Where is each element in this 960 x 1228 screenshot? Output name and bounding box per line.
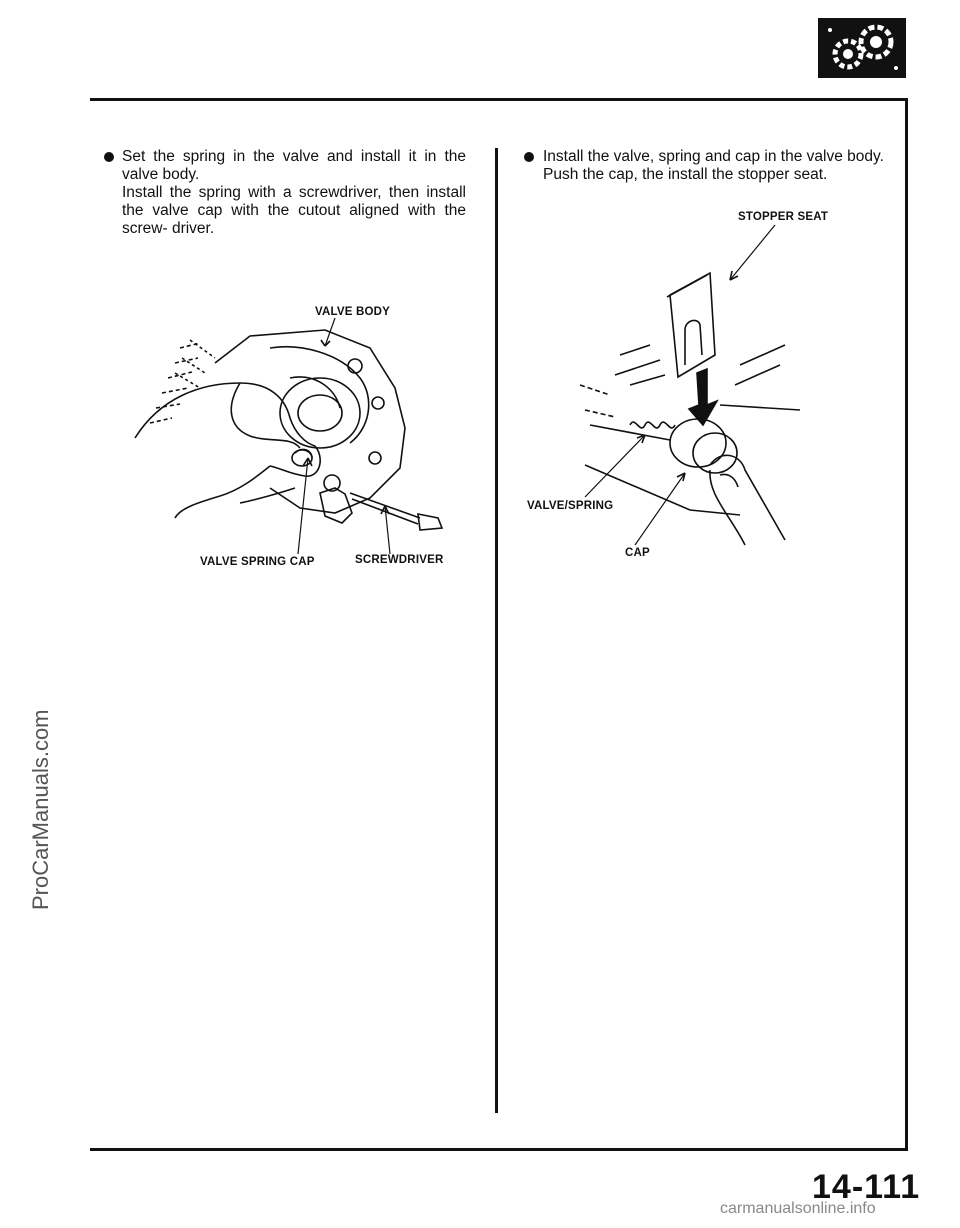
right-instruction — [543, 148, 888, 184]
transmission-gears-icon — [818, 18, 906, 78]
right-instruction-first: Install the valve, spring and cap in the valve body. — [543, 148, 884, 165]
label-valve-body: VALVE BODY — [315, 306, 391, 318]
valve-cap-illustration — [570, 225, 810, 555]
valve-body-illustration — [120, 318, 460, 558]
label-screwdriver: SCREWDRIVER — [355, 554, 444, 566]
left-instruction-first: Set the spring in the valve and install it in the valve body. — [122, 148, 466, 183]
right-instruction-rest: Push the cap, the install the stopper seat. — [543, 166, 828, 183]
bottom-rule — [90, 1148, 908, 1151]
column-divider — [495, 148, 498, 1113]
label-valve-spring: VALVE/SPRING — [527, 500, 614, 512]
bullet-icon — [524, 152, 534, 162]
label-stopper-seat: STOPPER SEAT — [738, 211, 829, 223]
label-cap: CAP — [625, 547, 650, 559]
footer-watermark: carmanualsonline.info — [720, 1200, 876, 1217]
page-number: 14-111 — [812, 1168, 921, 1206]
label-valve-spring-cap: VALVE SPRING CAP — [200, 556, 315, 568]
top-rule — [90, 98, 908, 101]
side-watermark: ProCarManuals.com — [28, 709, 53, 910]
right-rule — [905, 98, 908, 1150]
left-instruction-rest: Install the spring with a screwdriver, then install the valve cap with the cutout aligned with the screw- driver. — [122, 184, 466, 237]
bullet-icon — [104, 152, 114, 162]
left-instruction — [122, 148, 466, 238]
